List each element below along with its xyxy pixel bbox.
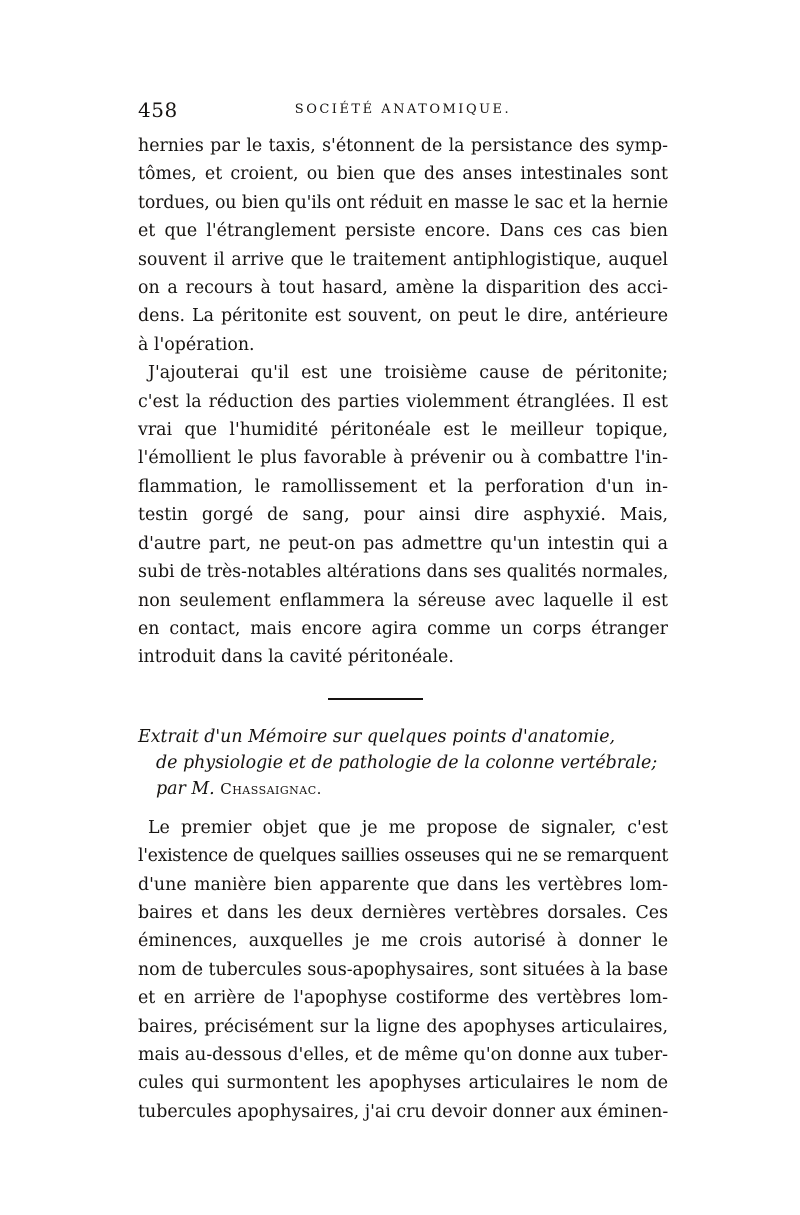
text-line: éminences, auxquelles je me crois autorisé à donner le (138, 931, 668, 952)
text-line: et en arrière de l'apophyse costiforme des vertèbres lom- (138, 988, 668, 1009)
text-line: vrai que l'humidité péritonéale est le meilleur topique, (138, 420, 668, 441)
paragraph-tubercles (138, 814, 668, 1126)
text-line: on a recours à tout hasard, amène la disparition des acci- (138, 278, 668, 299)
text-line: tordues, ou bien qu'ils ont réduit en masse le sac et la hernie (138, 192, 668, 213)
running-title: SOCIÉTÉ ANATOMIQUE. (294, 102, 512, 117)
paragraph-continued (138, 132, 668, 359)
text-line: c'est la réduction des parties violemment étranglées. Il est (138, 391, 668, 412)
heading-author-line (138, 776, 668, 802)
text-line: testin gorgé de sang, pour ainsi dire asphyxié. Mais, (138, 505, 668, 526)
text-line: baires, précisément sur la ligne des apophyses articulaires, (138, 1016, 668, 1037)
text-line: l'émollient le plus favorable à prévenir ou à combattre l'in- (138, 448, 668, 469)
running-head (138, 98, 668, 126)
text-line: et que l'étranglement persiste encore. Dans ces cas bien (138, 221, 668, 242)
text-line: cules qui surmontent les apophyses articulaires le nom de (138, 1073, 668, 1094)
text-line: baires et dans les deux dernières vertèbres dorsales. Ces (138, 902, 668, 923)
text-line: l'existence de quelques saillies osseuses qui ne se remarquent (138, 846, 668, 867)
text-line: à l'opération. (138, 334, 255, 355)
text-line: tômes, et croient, ou bien que des anses intestinales sont (138, 164, 668, 185)
text-line: nom de tubercules sous-apophysaires, sont situées à la base (138, 959, 668, 980)
text-line: J'ajouterai qu'il est une troisième cause de péritonite; (148, 363, 668, 384)
text-line: d'une manière bien apparente que dans les vertèbres lom- (138, 874, 668, 895)
heading-line: de physiologie et de pathologie de la colonne vertébrale; (156, 752, 658, 773)
text-line: non seulement enflammera la séreuse avec laquelle il est (138, 590, 668, 611)
section-divider (138, 672, 668, 724)
section-heading (138, 724, 668, 802)
heading-line: Extrait d'un Mémoire sur quelques points d'anatomie, (138, 726, 616, 747)
text-line: flammation, le ramollissement et la perforation d'un in- (138, 476, 668, 497)
text-line: tubercules apophysaires, j'ai cru devoir donner aux éminen- (138, 1101, 669, 1122)
text-line: mais au-dessous d'elles, et de même qu'on donne aux tuber- (138, 1044, 669, 1065)
text-line: souvent il arrive que le traitement antiphlogistique, auquel (138, 249, 668, 270)
text-line: subi de très-notables altérations dans ses qualités normales, (138, 562, 669, 583)
book-page (138, 98, 668, 1178)
text-line: hernies par le taxis, s'étonnent de la persistance des symp- (138, 136, 668, 156)
paragraph-peritonitis (138, 359, 668, 671)
author-name: Chassaignac. (220, 779, 322, 798)
text-line: d'autre part, ne peut-on pas admettre qu'un intestin qui a (138, 533, 668, 554)
text-line: introduit dans la cavité péritonéale. (138, 647, 454, 668)
text-line: dens. La péritonite est souvent, on peut le dire, antérieure (138, 306, 668, 327)
text-line: Le premier objet que je me propose de signaler, c'est (148, 817, 668, 838)
text-line: en contact, mais encore agira comme un corps étranger (138, 618, 668, 639)
page-number: 458 (138, 98, 178, 122)
author-prefix: par M. (156, 778, 221, 799)
horizontal-rule (328, 698, 423, 700)
